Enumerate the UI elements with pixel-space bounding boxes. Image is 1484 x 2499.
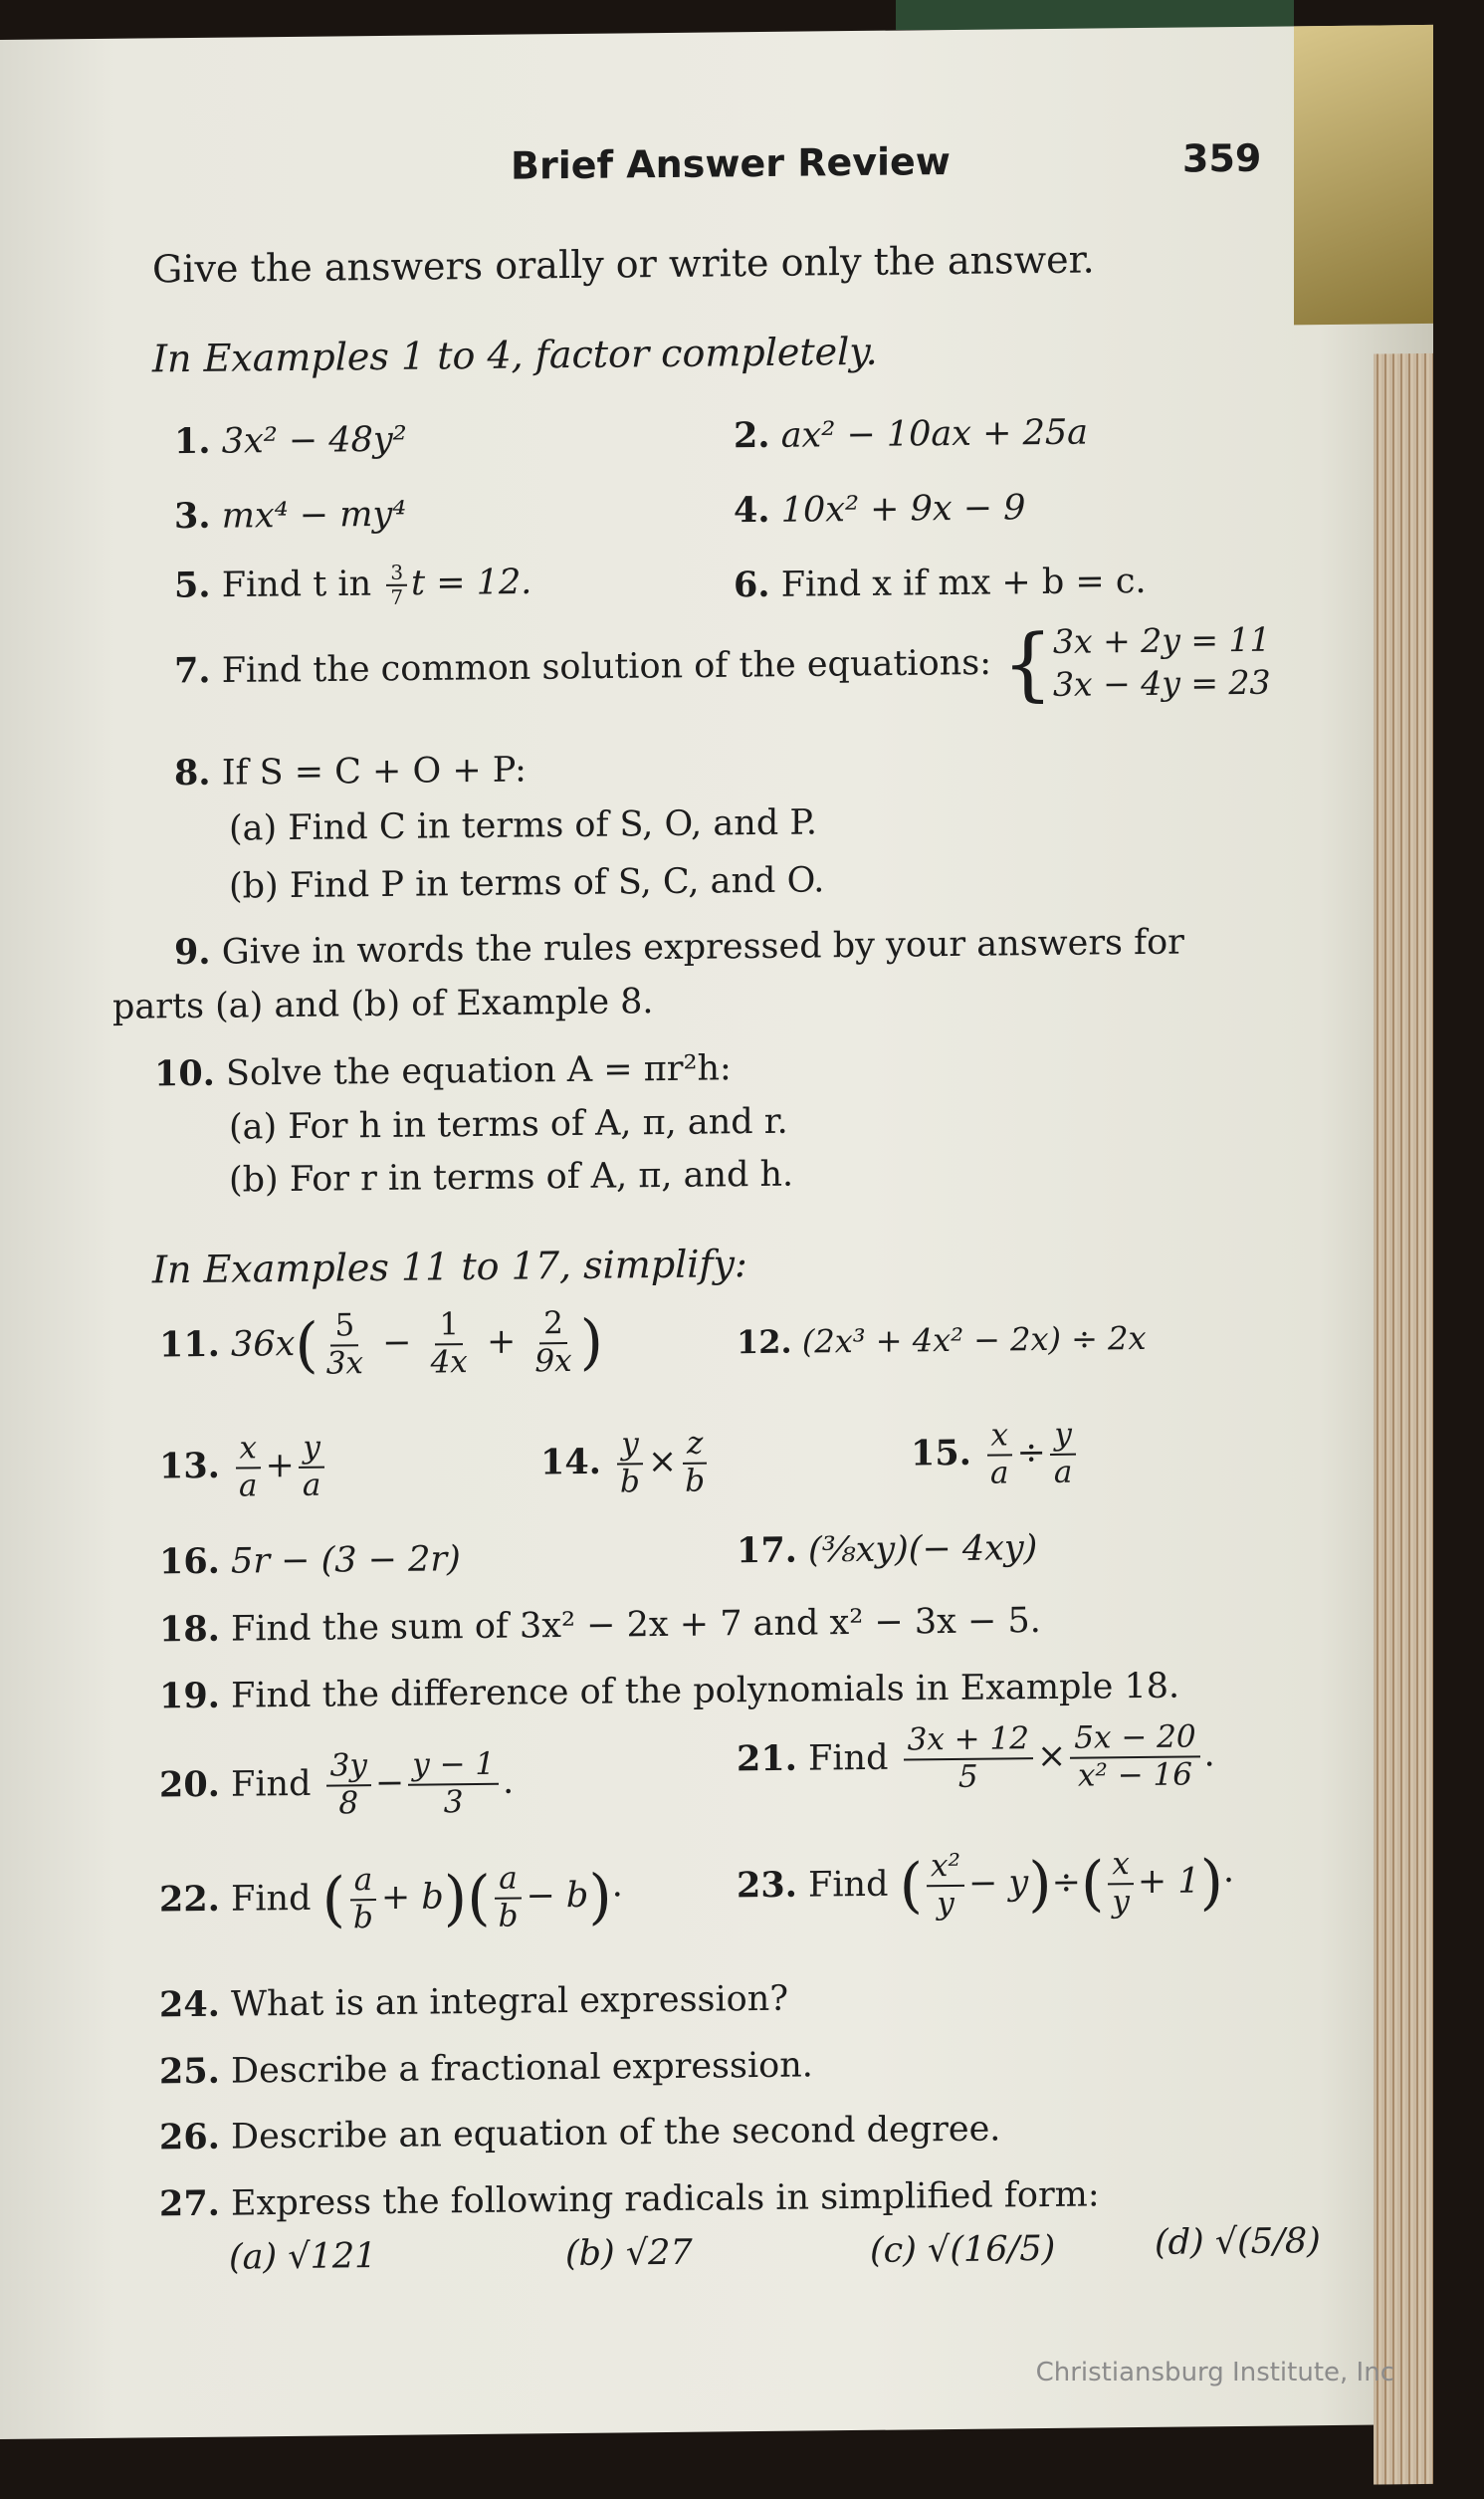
problem-3 (174, 494, 406, 537)
problem-number: 6. (734, 564, 770, 606)
problem-number: 17. (737, 1529, 797, 1572)
problem-number: 18. (159, 1608, 220, 1651)
problem-number: 3. (174, 495, 211, 538)
fraction (326, 1748, 371, 1822)
denominator: a (1053, 1454, 1073, 1490)
operator: ÷ (1016, 1433, 1046, 1474)
page-number: 359 (1182, 135, 1262, 181)
problem-4 (734, 487, 1025, 531)
problem-27b: (b) √27 (565, 2232, 693, 2275)
fraction (681, 1427, 709, 1500)
numerator: y (617, 1427, 643, 1465)
numerator: x (236, 1431, 261, 1469)
problem-number: 20. (159, 1763, 220, 1806)
denominator: 4x (430, 1343, 468, 1381)
right-paren: ) (588, 1862, 612, 1932)
period: . (503, 1761, 515, 1802)
problem-number: 16. (159, 1540, 220, 1583)
operator: × (1036, 1735, 1067, 1777)
fraction (1050, 1418, 1076, 1491)
problem-15 (911, 1418, 1080, 1492)
term: − b (526, 1875, 589, 1917)
problem-9-continued: parts (a) and (b) of Example 8. (112, 982, 654, 1027)
numerator: 3x + 12 (904, 1721, 1033, 1760)
left-paren: ( (899, 1850, 924, 1922)
watermark: Christiansburg Institute, Inc (1035, 2358, 1394, 2387)
numerator: 3y (326, 1748, 371, 1786)
numerator: a (495, 1862, 521, 1900)
denominator: 5 (957, 1758, 978, 1795)
problem-8b: (b) Find P in terms of S, C, and O. (229, 860, 825, 907)
problem-12 (737, 1319, 1147, 1361)
denominator: 8 (338, 1784, 359, 1822)
right-paren: ) (443, 1863, 468, 1933)
problem-2 (734, 412, 1088, 457)
numerator: 2 (539, 1306, 567, 1344)
problem-19 (159, 1666, 1179, 1717)
denominator: y (1112, 1883, 1130, 1920)
numerator: y − 1 (408, 1747, 499, 1786)
book-edge-stripe (896, 0, 1294, 30)
problem-number: 15. (911, 1432, 971, 1475)
problem-14 (540, 1427, 713, 1501)
problem-21 (737, 1719, 1215, 1797)
section-heading-1: In Examples 1 to 4, factor completely. (152, 329, 878, 381)
problem-text: Solve the equation A = πr²h: (226, 1048, 732, 1094)
problem-expression: (⅜xy)(− 4xy) (808, 1528, 1038, 1571)
operator: + (486, 1321, 517, 1363)
denominator: b (498, 1898, 519, 1934)
denominator: b (353, 1899, 373, 1935)
fraction (322, 1308, 367, 1382)
coefficient: 36x (231, 1324, 296, 1365)
intro-text: Give the answers orally or write only the answer. (152, 237, 1095, 292)
problem-text: Find the common solution of the equations: (221, 642, 991, 692)
problem-number: 12. (737, 1322, 792, 1362)
problem-number: 22. (159, 1878, 220, 1921)
operator: + (265, 1446, 295, 1486)
problem-7 (174, 616, 1271, 716)
denominator: x² − 16 (1077, 1756, 1192, 1794)
problem-8 (174, 749, 527, 794)
book-page (0, 25, 1433, 2439)
problem-number: 13. (159, 1445, 220, 1487)
fraction (386, 562, 407, 609)
problem-number: 26. (159, 2116, 220, 2158)
problem-11 (159, 1306, 603, 1384)
problem-16 (159, 1538, 461, 1582)
left-paren: ( (321, 1865, 346, 1935)
section-heading-2: In Examples 11 to 17, simplify: (152, 1242, 747, 1292)
problem-number: 5. (174, 565, 211, 606)
problem-expression: 3x² − 48y² (221, 419, 407, 462)
numerator: y (299, 1431, 324, 1469)
operator: − (374, 1762, 405, 1804)
problem-text: Find x if mx + b = c. (780, 561, 1147, 605)
problem-number: 2. (734, 414, 770, 457)
fraction (616, 1427, 644, 1500)
fraction (408, 1747, 499, 1821)
operator: − (382, 1322, 412, 1364)
problem-10b: (b) For r in terms of A, π, and h. (229, 1154, 794, 1201)
problem-word: Find (808, 1737, 889, 1779)
problem-number: 14. (540, 1441, 601, 1483)
right-paren: ) (1199, 1847, 1224, 1919)
problem-expression: mx⁴ − my⁴ (221, 494, 407, 537)
numerator: y (1050, 1418, 1076, 1456)
problem-number: 24. (159, 1983, 220, 2026)
equation-system (1053, 619, 1271, 707)
problem-text: Describe an equation of the second degree. (231, 2109, 1001, 2158)
term: + 1 (1137, 1861, 1200, 1903)
fraction (530, 1306, 575, 1380)
problem-20 (159, 1747, 514, 1824)
problem-9 (174, 922, 1184, 974)
problem-number: 4. (734, 489, 770, 532)
problem-word: Find (808, 1864, 889, 1906)
fraction (986, 1418, 1012, 1491)
denominator: b (685, 1463, 706, 1499)
denominator: 3 (443, 1783, 464, 1820)
problem-text: Describe a fractional expression. (231, 2045, 813, 2092)
period: . (1203, 1734, 1215, 1775)
operator: ÷ (1051, 1862, 1081, 1904)
problem-27a: (a) √121 (229, 2236, 377, 2278)
denominator: y (937, 1885, 954, 1922)
numerator: x² (927, 1849, 964, 1887)
page-edge (1374, 353, 1433, 2485)
fraction (904, 1721, 1033, 1796)
numerator: 5 (330, 1308, 358, 1346)
term: + b (380, 1877, 444, 1919)
problem-8a: (a) Find C in terms of S, O, and P. (229, 802, 817, 849)
denominator: 7 (390, 584, 404, 609)
operator: × (647, 1442, 678, 1482)
problem-number: 10. (154, 1052, 215, 1095)
problem-text: Express the following radicals in simplified form: (231, 2174, 1100, 2224)
numerator: x (1108, 1847, 1133, 1885)
right-paren: ) (579, 1307, 604, 1378)
problem-text: What is an integral expression? (231, 1978, 789, 2025)
numerator: 3 (386, 562, 407, 586)
equation-1: 3x + 2y = 11 (1053, 619, 1271, 661)
problem-number: 21. (737, 1737, 797, 1780)
term: − y (967, 1863, 1029, 1904)
problem-expression: 10x² + 9x − 9 (780, 488, 1026, 531)
problem-10 (154, 1047, 732, 1094)
problem-number: 23. (737, 1864, 797, 1907)
denominator: 3x (325, 1344, 363, 1382)
problem-word: Find (231, 1878, 312, 1920)
equation-2: 3x − 4y = 23 (1053, 662, 1271, 704)
problem-text: Give in words the rules expressed by your answers for (221, 922, 1184, 973)
fraction (349, 1863, 377, 1936)
problem-23 (737, 1846, 1234, 1925)
numerator: 1 (435, 1307, 463, 1345)
numerator: x (987, 1418, 1012, 1456)
problem-22 (159, 1860, 623, 1937)
problem-6 (734, 561, 1147, 605)
fraction (427, 1307, 472, 1381)
problem-24 (159, 1978, 788, 2026)
problem-number: 8. (174, 752, 211, 795)
period: · (611, 1875, 623, 1916)
problem-number: 11. (159, 1323, 220, 1366)
fraction (235, 1431, 261, 1504)
problem-27c: (c) √(16/5) (870, 2228, 1056, 2271)
fraction (1070, 1719, 1199, 1794)
problem-number: 9. (174, 931, 211, 974)
page-corner (1294, 25, 1433, 325)
fraction (299, 1431, 324, 1504)
denominator: 9x (534, 1342, 572, 1380)
problem-18 (159, 1600, 1041, 1650)
fraction (1108, 1847, 1134, 1921)
problem-number: 19. (159, 1675, 220, 1717)
problem-1 (174, 419, 407, 462)
fraction (495, 1862, 523, 1935)
problem-expression: 5r − (3 − 2r) (231, 1539, 461, 1582)
problem-text: Find the difference of the polynomials in Example 18. (231, 1666, 1180, 1716)
denominator: b (620, 1463, 640, 1500)
problem-number: 25. (159, 2050, 220, 2093)
problem-25 (159, 2044, 813, 2092)
problem-expression: t = 12. (411, 562, 532, 604)
left-brace: { (1002, 616, 1054, 711)
problem-word: Find (231, 1763, 312, 1805)
problem-17 (737, 1527, 1037, 1571)
denominator: a (302, 1467, 321, 1503)
problem-number: 27. (159, 2182, 220, 2225)
left-paren: ( (1080, 1849, 1105, 1920)
problem-13 (159, 1431, 328, 1505)
page-header-title: Brief Answer Review (511, 138, 951, 188)
right-paren: ) (1028, 1849, 1052, 1920)
denominator: a (239, 1467, 258, 1504)
numerator: a (350, 1863, 376, 1901)
problem-number: 7. (174, 650, 211, 692)
problem-10a: (a) For h in terms of A, π, and r. (229, 1101, 788, 1148)
denominator: a (990, 1455, 1009, 1491)
problem-5 (174, 560, 531, 611)
problem-number: 1. (174, 420, 211, 463)
left-paren: ( (467, 1863, 491, 1933)
period: · (1223, 1861, 1235, 1902)
problem-27d: (d) √(5/8) (1155, 2221, 1321, 2263)
problem-27 (159, 2173, 1100, 2224)
numerator: z (683, 1427, 707, 1465)
left-paren: ( (295, 1310, 318, 1381)
problem-expression: (2x³ + 4x² − 2x) ÷ 2x (801, 1318, 1147, 1361)
numerator: 5x − 20 (1070, 1719, 1199, 1758)
problem-text: Find t in (221, 564, 372, 606)
problem-26 (159, 2108, 1000, 2158)
problem-text: Find the sum of 3x² − 2x + 7 and x² − 3x − 5. (231, 1601, 1041, 1650)
problem-text: If S = C + O + P: (221, 750, 527, 794)
fraction (927, 1849, 964, 1923)
problem-expression: ax² − 10ax + 25a (780, 412, 1089, 456)
